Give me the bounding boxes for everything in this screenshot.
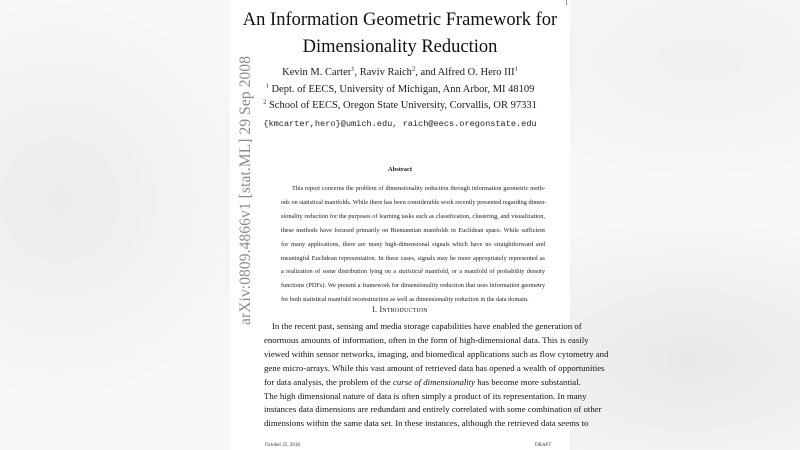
- affiliation-mark: 2: [263, 98, 267, 106]
- section-number: I.: [372, 305, 378, 314]
- body-line: gene micro-arrays. While this vast amount of retrieved data has opened a wealth of opportunities: [264, 362, 605, 373]
- author-name: Kevin M. Carter: [282, 67, 352, 78]
- abstract-line: these methods have focused primarily on Riemannian manifolds in Euclidean space. While sufficient: [281, 226, 545, 234]
- affiliation-text: Dept. of EECS, University of Michigan, Ann Arbor, MI 48109: [271, 84, 535, 95]
- body-line: viewed within sensor networks, imaging, and biomedical applications such as flow cytometry and: [264, 348, 609, 359]
- page-edge-mark: [566, 0, 567, 5]
- introduction-body: [264, 320, 609, 431]
- abstract-line: This report concerns the problem of dimensionality reduction through information geometric meth-: [292, 185, 545, 192]
- section-heading: [230, 305, 570, 314]
- body-text: for data analysis, the problem of the: [264, 376, 393, 387]
- paper-title-line-2: Dimensionality Reduction: [302, 37, 498, 57]
- author-name: Alfred O. Hero III: [437, 67, 515, 78]
- abstract-line: ods on statistical manifolds. While there has been considerable work recently presented regarding dimen-: [281, 198, 547, 206]
- abstract-emphasis: statistical: [398, 268, 423, 276]
- abstract-line: sionality reduction for the purposes of learning tasks such as classification, clustering, and visualization,: [281, 212, 545, 220]
- abstract-line: [281, 265, 545, 279]
- body-line: In the recent past, sensing and media storage capabilities have enabled the generation of: [272, 321, 582, 331]
- author-list: [230, 67, 570, 78]
- abstract-line: for many applications, there are many high-dimensional signals which have no straightforward and: [281, 240, 545, 248]
- abstract-text: a realization of some distribution lying on a: [281, 268, 399, 276]
- paper-title-line-1: An Information Geometric Framework for: [242, 10, 558, 30]
- footer-draft-label: DRAFT: [535, 443, 552, 448]
- affiliation-mark: 1: [265, 82, 269, 90]
- body-line: enormous amounts of information, often in the form of high-dimensional data. This is easily: [264, 334, 589, 345]
- body-emphasis: curse of dimensionality: [392, 376, 476, 387]
- abstract-line: functions (PDFs). We present a framework for dimensionality reduction that uses information geometry: [281, 282, 545, 290]
- affiliation-1: [230, 84, 570, 95]
- abstract-text: manifold, or a manifold of probability density: [422, 268, 545, 276]
- affiliation-2: [230, 100, 570, 111]
- author-name: Raviv Raich: [359, 67, 412, 78]
- affiliation-mark: 1: [514, 65, 518, 73]
- affiliation-text: School of EECS, Oregon State University, Corvallis, OR 97331: [268, 100, 537, 111]
- abstract-heading: Abstract: [387, 166, 413, 173]
- body-line: The high dimensional nature of data is often simply a product of its representation. In many: [264, 390, 587, 401]
- arxiv-identifier-stamp: arXiv:0809.4866v1 [stat.ML] 29 Sep 2008: [237, 55, 254, 325]
- abstract-line: for both statistical manifold reconstruction as well as dimensionality reduction in the data domain.: [281, 296, 529, 304]
- body-line: [264, 376, 581, 390]
- author-emails: {kmcarter,hero}@umich.edu, raich@eecs.oregonstate.edu: [263, 119, 537, 129]
- body-line: dimensions within the same data set. In these instances, although the retrieved data seems to: [264, 418, 589, 429]
- section-title: Introduction: [379, 305, 428, 314]
- author-separator: ,: [354, 67, 360, 78]
- affiliation-mark: 1: [351, 65, 355, 73]
- body-text: has become more substantial.: [475, 376, 581, 387]
- footer-date: October 25, 2018: [265, 443, 300, 448]
- body-line: instances data dimensions are redundant and entirely correlated with some combination of other: [264, 404, 602, 415]
- author-separator: , and: [415, 67, 438, 78]
- abstract-line: meaningful Euclidean representation. In these cases, signals may be more appropriately represented as: [281, 254, 545, 262]
- affiliation-mark: 2: [411, 65, 416, 73]
- abstract-body: [281, 182, 545, 307]
